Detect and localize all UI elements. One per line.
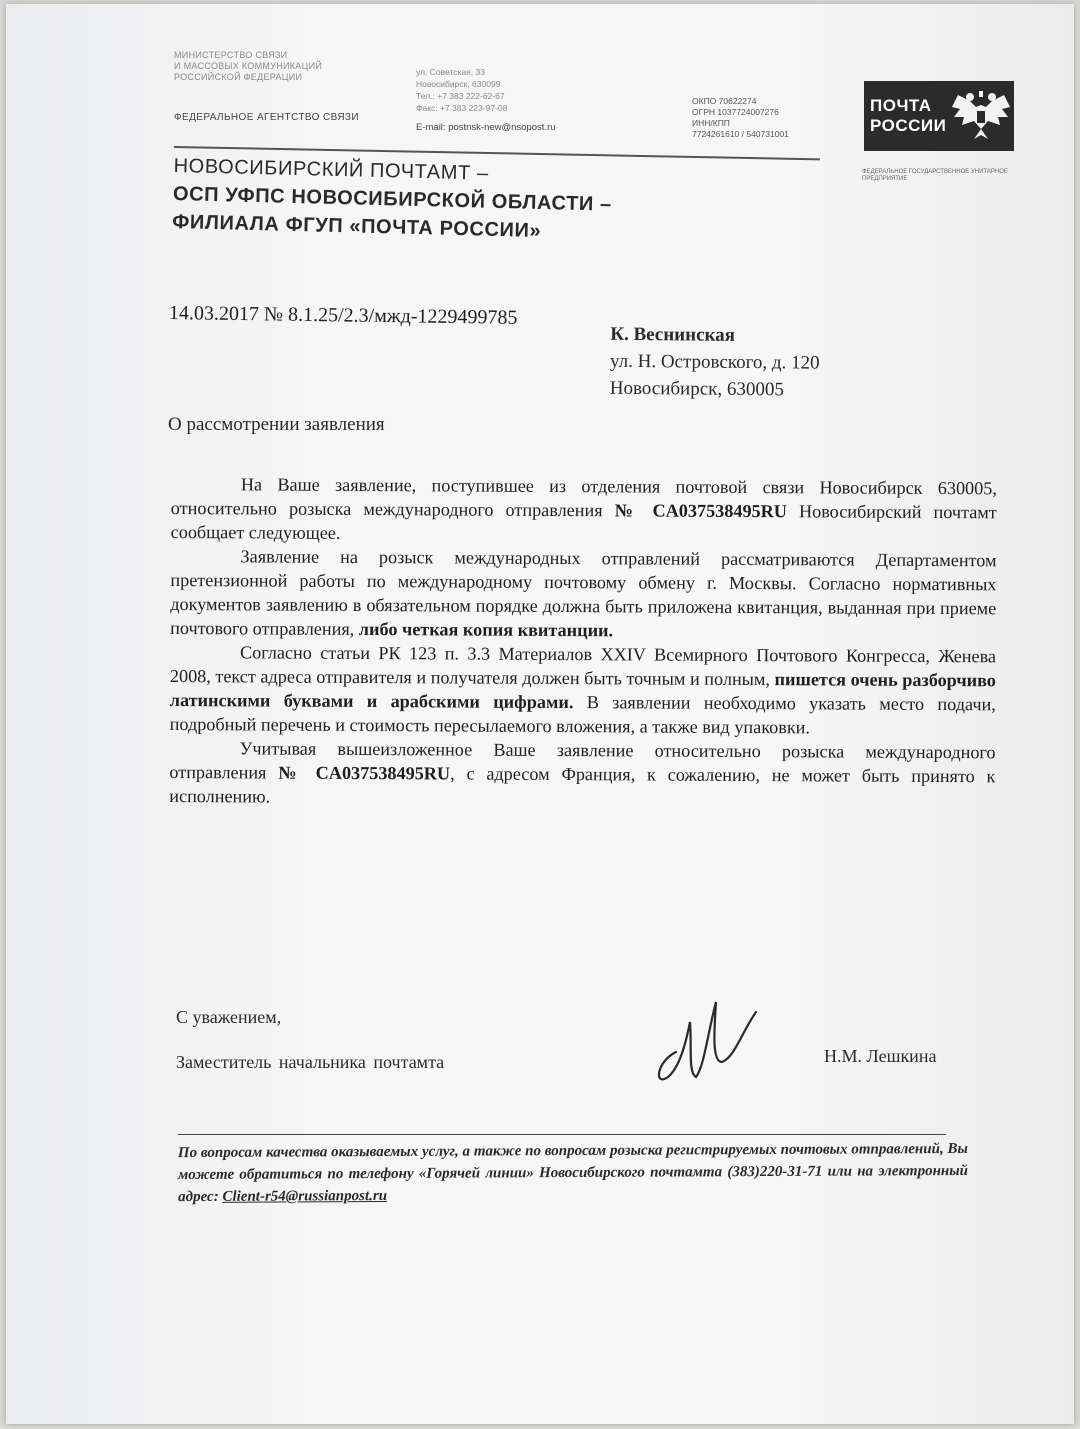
recipient-street: ул. Н. Островского, д. 120 [609, 350, 820, 374]
body-paragraph [169, 736, 995, 812]
footer-text: По вопросам качества оказываемых услуг, а также по вопросам розыска регистрируемых почтовых отправлений, Вы можете обратиться по телефону «Горячей линии» Новосибирского почтамта (383)220-31-71 или на электронный адрес: [177, 1140, 969, 1206]
paragraph-text: . [608, 620, 614, 641]
address-line: Факс: +7 383 223-97-08 [416, 103, 508, 113]
support-email-link[interactable]: Client-r54@russianpost.ru [222, 1187, 388, 1205]
paragraph-text: Заявление на розыск международных отправлений рассматриваются Департаментом претензионной работы по международному почтовому обмену г. Москвы. Согласно нормативных документов заявлению в обязательном порядке должна быть приложена квитанция, выданная при приеме почтового отправления, [170, 546, 997, 639]
ministry-line: И МАССОВЫХ КОММУНИКАЦИЙ [174, 61, 323, 71]
letter-body [169, 472, 997, 812]
paragraph-text: , с адресом Франция, к сожалению, не может быть принято к исполнению. [169, 763, 996, 807]
document-reference: 14.03.2017 № 8.1.25/2.3/мжд-1229499785 [168, 302, 518, 329]
recipient-city: Новосибирск, 630005 [609, 377, 784, 401]
logo-text-line: РОССИИ [870, 116, 947, 135]
organization-name [172, 152, 694, 249]
tracking-number: № CA037538495RU [614, 500, 787, 522]
body-paragraph [171, 472, 997, 548]
address-line: Тел.: +7 383 222-62-67 [416, 91, 505, 101]
hotline-footer [178, 1138, 968, 1208]
address-line: ул. Советская, 33 [416, 67, 485, 77]
registration-codes [692, 96, 832, 140]
closing-phrase: С уважением, [176, 1007, 282, 1027]
logo-text-line: ПОЧТА [870, 96, 932, 115]
emphasized-text: пишется очень разборчиво латинскими буквами и арабскими цифрами. [169, 669, 996, 713]
sender-address [416, 66, 626, 114]
body-paragraph [170, 640, 996, 740]
agency-name: ФЕДЕРАЛЬНОЕ АГЕНТСТВО СВЯЗИ [174, 112, 359, 123]
code-line: 7724261610 / 540731001 [692, 129, 789, 139]
paragraph-text: Согласно статьи РК 123 п. 3.3 Материалов XXIV Всемирного Почтового Конгресса, Женева 2008, текст адреса отправителя и получателя должен быть точным и полным, [169, 642, 997, 690]
russian-post-logo [864, 81, 1014, 151]
double-headed-eagle-icon [948, 85, 1014, 147]
address-line: Новосибирск, 630099 [416, 79, 501, 89]
org-name-line: ФИЛИАЛА ФГУП «ПОЧТА РОССИИ» [172, 210, 542, 242]
org-name-line: ОСП УФПС НОВОСИБИРСКОЙ ОБЛАСТИ – [172, 182, 613, 216]
recipient-block [610, 321, 891, 404]
emphasized-text: либо четкая копия квитанции [358, 618, 609, 641]
code-line: ОГРН 1037724007276 [692, 107, 779, 117]
handwritten-signature [646, 992, 776, 1092]
ministry-line: МИНИСТЕРСТВО СВЯЗИ [174, 50, 288, 60]
logo-text [864, 96, 947, 136]
tracking-number: № CA037538495RU [278, 762, 451, 784]
paragraph-text: Новосибирский почтамт сообщает следующее. [170, 501, 997, 543]
logo-caption: ФЕДЕРАЛЬНОЕ ГОСУДАРСТВЕННОЕ УНИТАРНОЕ ПРЕДПРИЯТИЕ [862, 169, 1008, 182]
paragraph-text: В заявлении необходимо указать место подачи, подробный перечень и стоимость пересылаемого вложения, а также вид упаковки. [169, 692, 996, 738]
org-name-line: НОВОСИБИРСКИЙ ПОЧТАМТ – [173, 154, 489, 185]
ministry-name [174, 50, 389, 83]
signer-position: Заместитель начальника почтамта [176, 1052, 445, 1072]
paragraph-text: На Ваше заявление, поступившее из отделения почтовой связи Новосибирск 630005, относительно розыска международного отправления [170, 474, 997, 521]
body-paragraph [170, 544, 996, 644]
letter-sheet [6, 4, 1074, 1424]
code-line: ОКПО 70622274 [692, 96, 757, 106]
paragraph-text: Учитывая вышеизложенное Ваше заявление относительно розыска международного отправления [169, 738, 996, 783]
ministry-line: РОССИЙСКОЙ ФЕДЕРАЦИИ [174, 72, 303, 82]
footer-divider [178, 1134, 946, 1135]
signer-name: Н.М. Лешкина [824, 1046, 937, 1066]
code-line: ИНН/КПП [692, 118, 730, 128]
sender-email: E-mail: postnsk-new@nsopost.ru [416, 122, 556, 133]
recipient-name: К. Веснинская [610, 323, 736, 346]
letter-subject: О рассмотрении заявления [168, 414, 385, 435]
